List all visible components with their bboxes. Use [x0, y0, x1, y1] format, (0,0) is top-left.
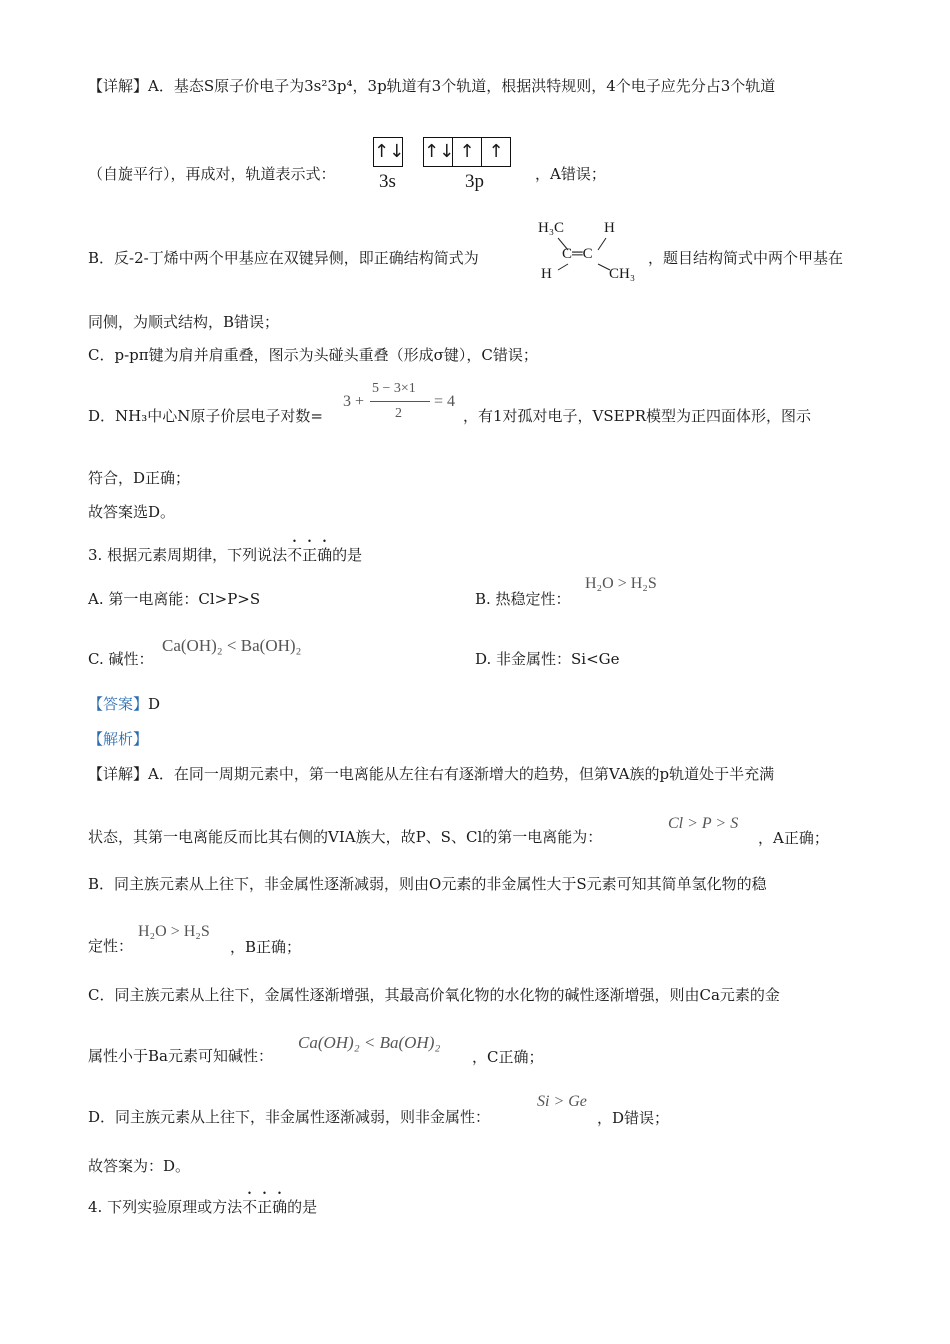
q3-detail-a-line1: 【详解】A．在同一周期元素中，第一电离能从左往右有逐渐增大的趋势，但第VA族的p轨道处于半充满	[88, 765, 775, 783]
q3-b-line2-post: ，B正确；	[230, 938, 302, 956]
struct-bottom-right: CH₃	[609, 266, 636, 282]
q3-answer-tag: 【答案】	[88, 695, 149, 713]
q3-detail-b-line1: B．同主族元素从上往下，非金属性逐渐减弱，则由O元素的非金属性大于S元素可知其简单氢化物的稳	[88, 875, 767, 893]
q2-answer: 故答案选D。	[88, 503, 176, 521]
q2-detail-b-line1-pre: B．反-2-丁烯中两个甲基应在双键异侧，即正确结构简式为	[88, 249, 479, 267]
orbital-3p-label: 3p	[465, 171, 484, 192]
q3-detail-a-line2	[88, 827, 602, 847]
q2-detail-a-line2	[88, 164, 336, 184]
orbital-3p-cell-1: ↑↓	[424, 138, 453, 166]
q3-d-math: Si > Ge	[537, 1093, 587, 1110]
orbital-3s-box	[373, 137, 403, 167]
orbital-3s-label: 3s	[379, 171, 396, 192]
q2-detail-d-line1-pre: D．NH₃中心N原子价层电子对数=	[88, 407, 323, 425]
q4-stem-post: 的是	[287, 1198, 318, 1216]
orbital-3p-cell-2: ↑	[453, 138, 482, 166]
q3-b-math: H₂O > H₂S	[138, 923, 210, 940]
q2-detail-d-line2: 符合，D正确；	[88, 469, 191, 487]
q3-c-math: Ca(OH)₂ < Ba(OH)₂	[298, 1033, 441, 1052]
q3-stem-pre: 3. 根据元素周期律，下列说法	[88, 546, 288, 564]
frac-denominator: 2	[395, 406, 402, 421]
frac-tail: = 4	[434, 393, 456, 410]
q3-a-line2-pre: 状态，其第一电离能反而比其右侧的VIA族大，故P、S、Cl的第一电离能为：	[88, 828, 603, 846]
q3-option-b	[475, 588, 571, 609]
q3-stem-post: 的是	[332, 546, 363, 564]
q3-detail-c-line2-pre: 属性小于Ba元素可知碱性：	[88, 1047, 273, 1065]
q3-option-d: D. 非金属性：Si<Ge	[475, 650, 620, 668]
orbital-3s-cell: ↑↓	[374, 141, 405, 162]
q3-a-line2-post: ，A正确；	[758, 829, 829, 847]
struct-center: C═C	[562, 246, 593, 262]
q2-detail-b-line1-post: ，题目结构简式中两个甲基在	[648, 249, 844, 267]
q3-c-line2-post: ，C正确；	[472, 1048, 544, 1066]
struct-top-left: H₃C	[538, 220, 565, 236]
q3-answer-line	[88, 694, 160, 714]
q3-stem-emphasis: 不正确	[287, 546, 333, 564]
orbital-3p-box	[423, 137, 511, 167]
q3-option-b-label: B. 热稳定性：	[475, 590, 571, 608]
frac-bar	[370, 401, 430, 402]
q2-a-line2-pre: （自旋平行），再成对，轨道表示式：	[88, 165, 336, 183]
q3-d-line-post: ，D错误；	[597, 1109, 670, 1127]
q3-option-b-math: H₂O > H₂S	[585, 575, 657, 592]
frac-lead: 3 +	[343, 393, 365, 410]
q2-detail-a-line1: 【详解】A．基态S原子价电子为3s²3p⁴，3p轨道有3个轨道，根据洪特规则，4个电子应先分占3个轨道	[88, 77, 776, 95]
q2-detail-b-line2: 同侧，为顺式结构，B错误；	[88, 313, 280, 331]
q2-detail-c-line: C．p-pπ键为肩并肩重叠，图示为头碰头重叠（形成σ键），C错误；	[88, 346, 538, 364]
q3-stem	[88, 537, 362, 565]
q3-option-c-label: C. 碱性：	[88, 650, 154, 668]
q3-answer: 故答案为：D。	[88, 1157, 191, 1175]
q3-answer-value: D	[148, 695, 161, 713]
q3-a-math: Cl > P > S	[668, 815, 739, 832]
q3-option-c	[88, 648, 153, 669]
orbital-3p-cell-3: ↑	[488, 141, 504, 162]
struct-bottom-left: H	[541, 266, 552, 282]
q3-detail-b-line2-pre: 定性：	[88, 937, 134, 955]
q4-stem-pre: 4. 下列实验原理或方法	[88, 1198, 243, 1216]
q3-option-c-math: Ca(OH)₂ < Ba(OH)₂	[162, 636, 302, 655]
q3-analysis-tag: 【解析】	[88, 730, 149, 748]
q2-a-line2-post: ，A错误；	[535, 165, 606, 183]
q4-stem	[88, 1189, 317, 1217]
struct-top-right: H	[604, 220, 615, 236]
q3-option-a: A. 第一电离能：Cl>P>S	[88, 590, 261, 608]
q3-detail-d-line-pre: D．同主族元素从上往下，非金属性逐渐减弱，则非金属性：	[88, 1108, 491, 1126]
q4-stem-emphasis: 不正确	[242, 1198, 288, 1216]
frac-numerator: 5 − 3×1	[372, 381, 416, 396]
q3-detail-c-line1: C．同主族元素从上往下，金属性逐渐增强，其最高价氧化物的水化物的碱性逐渐增强，则由Ca元素的金	[88, 986, 780, 1004]
q2-detail-d-line1-post: ，有1对孤对电子，VSEPR模型为正四面体形，图示	[463, 407, 811, 425]
